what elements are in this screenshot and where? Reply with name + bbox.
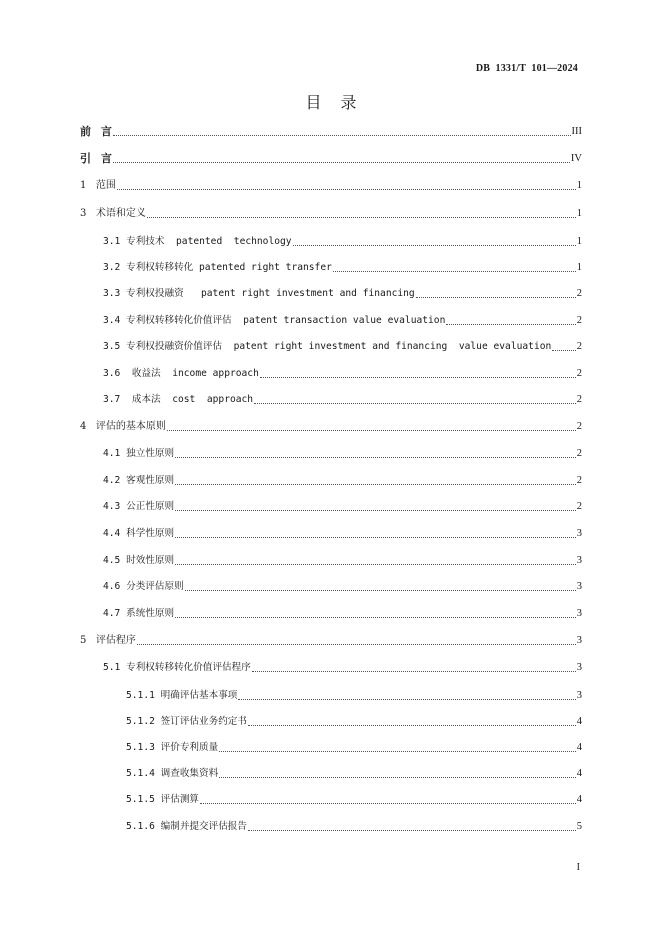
toc-dot-leader bbox=[113, 162, 570, 163]
toc-dot-leader bbox=[416, 297, 576, 298]
toc-dot-leader bbox=[175, 564, 576, 565]
toc-entry-page: 4 bbox=[576, 742, 582, 753]
toc-entry-page: 4 bbox=[576, 794, 582, 805]
toc-dot-leader bbox=[175, 484, 576, 485]
toc-entry[interactable] bbox=[126, 820, 582, 834]
toc-dot-leader bbox=[254, 403, 576, 404]
toc-dot-leader bbox=[238, 699, 575, 700]
toc-entry[interactable] bbox=[80, 634, 582, 648]
toc-entry[interactable] bbox=[80, 207, 582, 221]
toc-entry-label: 5.1.5 评估测算 bbox=[126, 794, 200, 805]
toc-entry-page: IV bbox=[570, 153, 582, 164]
toc-entry-label: 3.3 专利权投融资 patent right investment and financing bbox=[103, 288, 415, 299]
toc-dot-leader bbox=[167, 430, 576, 431]
toc-dot-leader bbox=[200, 803, 576, 804]
toc-entry-page: 3 bbox=[576, 555, 582, 566]
toc-entry-page: 3 bbox=[576, 662, 582, 673]
toc-entry-label: 3.1 专利技术 patented technology bbox=[103, 236, 292, 247]
toc-entry[interactable] bbox=[126, 715, 582, 729]
toc-entry[interactable] bbox=[80, 420, 582, 434]
toc-dot-leader bbox=[113, 135, 571, 136]
toc-entry[interactable] bbox=[80, 125, 582, 139]
toc-entry-page: 1 bbox=[576, 236, 582, 247]
toc-entry[interactable] bbox=[80, 179, 582, 193]
toc-entry-label: 3.5 专利权投融资价值评估 patent right investment and financing value evaluation bbox=[103, 341, 552, 352]
toc-dot-leader bbox=[147, 217, 576, 218]
toc-entry[interactable] bbox=[103, 287, 582, 301]
toc-entry-label: 4.4 科学性原则 bbox=[103, 528, 175, 539]
toc-entry-page: 2 bbox=[576, 475, 582, 486]
toc-dot-leader bbox=[293, 245, 576, 246]
toc-entry[interactable] bbox=[126, 689, 582, 703]
toc-entry-label: 4.1 独立性原则 bbox=[103, 448, 175, 459]
toc-entry-label: 4.2 客观性原则 bbox=[103, 475, 175, 486]
toc-entry-label: 5.1 专利权转移转化价值评估程序 bbox=[103, 662, 251, 673]
toc-entry[interactable] bbox=[103, 474, 582, 488]
toc-entry-page: 4 bbox=[576, 716, 582, 727]
toc-entry-page: 3 bbox=[576, 608, 582, 619]
toc-entry[interactable] bbox=[103, 261, 582, 275]
toc-entry-page: 3 bbox=[576, 581, 582, 592]
toc-entry-page: 2 bbox=[576, 368, 582, 379]
toc-entry[interactable] bbox=[126, 767, 582, 781]
toc-entry-page: 1 bbox=[576, 262, 582, 273]
toc-dot-leader bbox=[137, 644, 576, 645]
toc-dot-leader bbox=[175, 457, 576, 458]
toc-entry-label: 5 评估程序 bbox=[80, 635, 136, 646]
toc-entry[interactable] bbox=[103, 500, 582, 514]
toc-entry-page: 3 bbox=[576, 635, 582, 646]
toc-title: 目 录 bbox=[305, 93, 357, 112]
toc-dot-leader bbox=[219, 777, 576, 778]
toc-entry[interactable] bbox=[103, 447, 582, 461]
toc-entry-label: 5.1.4 调查收集资料 bbox=[126, 768, 219, 779]
toc-entry[interactable] bbox=[103, 661, 582, 675]
toc-dot-leader bbox=[117, 189, 576, 190]
toc-entry-label: 4.6 分类评估原则 bbox=[103, 581, 184, 592]
toc-entry-page: 3 bbox=[576, 690, 582, 701]
toc-entry-label: 3.7 成本法 cost approach bbox=[103, 394, 254, 405]
toc-entry-page: III bbox=[571, 126, 582, 137]
toc-entry-page: 2 bbox=[576, 421, 582, 432]
toc-entry-page: 4 bbox=[576, 768, 582, 779]
toc-entry-label: 3 术语和定义 bbox=[80, 208, 146, 219]
toc-entry-page: 1 bbox=[576, 208, 582, 219]
toc-entry-page: 2 bbox=[576, 501, 582, 512]
toc-entry[interactable] bbox=[126, 741, 582, 755]
toc-entry-label: 前 言 bbox=[80, 125, 112, 138]
toc-dot-leader bbox=[260, 377, 576, 378]
toc-entry[interactable] bbox=[103, 527, 582, 541]
toc-dot-leader bbox=[248, 830, 576, 831]
page-number: I bbox=[576, 862, 580, 873]
toc-entry-label: 4.5 时效性原则 bbox=[103, 555, 175, 566]
toc-entry-label: 5.1.6 编制并提交评估报告 bbox=[126, 821, 247, 832]
toc-entry[interactable] bbox=[103, 393, 582, 407]
toc-entry-label: 1 范围 bbox=[80, 180, 116, 191]
toc-entry-label: 3.6 收益法 income approach bbox=[103, 368, 259, 379]
toc-dot-leader bbox=[219, 751, 576, 752]
toc-entry-page: 5 bbox=[576, 821, 582, 832]
toc-entry-page: 2 bbox=[576, 394, 582, 405]
toc-dot-leader bbox=[446, 324, 575, 325]
toc-dot-leader bbox=[333, 271, 576, 272]
toc-entry[interactable] bbox=[103, 367, 582, 381]
toc-entry[interactable] bbox=[126, 793, 582, 807]
toc-entry[interactable] bbox=[103, 235, 582, 249]
toc-entry-label: 5.1.2 签订评估业务约定书 bbox=[126, 716, 247, 727]
toc-dot-leader bbox=[185, 590, 576, 591]
toc-entry-label: 5.1.3 评价专利质量 bbox=[126, 742, 219, 753]
toc-entry-label: 3.2 专利权转移转化 patented right transfer bbox=[103, 262, 332, 273]
toc-dot-leader bbox=[552, 350, 575, 351]
toc-entry[interactable] bbox=[103, 607, 582, 621]
toc-entry-label: 4.7 系统性原则 bbox=[103, 608, 175, 619]
toc-entry-label: 4 评估的基本原则 bbox=[80, 421, 166, 432]
toc-dot-leader bbox=[248, 725, 576, 726]
toc-entry[interactable] bbox=[80, 152, 582, 166]
toc-entry[interactable] bbox=[103, 314, 582, 328]
toc-dot-leader bbox=[175, 510, 576, 511]
toc-dot-leader bbox=[252, 671, 576, 672]
toc-entry-page: 2 bbox=[576, 341, 582, 352]
toc-entry-page: 3 bbox=[576, 528, 582, 539]
toc-entry-label: 5.1.1 明确评估基本事项 bbox=[126, 690, 238, 701]
toc-entry[interactable] bbox=[103, 580, 582, 594]
toc-entry-label: 引 言 bbox=[80, 152, 112, 165]
toc-entry-page: 2 bbox=[576, 448, 582, 459]
toc-dot-leader bbox=[175, 537, 576, 538]
toc-entry-label: 4.3 公正性原则 bbox=[103, 501, 175, 512]
document-code: DB 1331/T 101—2024 bbox=[475, 63, 578, 74]
toc-entry-page: 2 bbox=[576, 315, 582, 326]
toc-dot-leader bbox=[175, 617, 576, 618]
toc-entry[interactable] bbox=[103, 554, 582, 568]
toc-entry[interactable] bbox=[103, 340, 582, 354]
toc-entry-label: 3.4 专利权转移转化价值评估 patent transaction value evaluation bbox=[103, 315, 446, 326]
toc-entry-page: 2 bbox=[576, 288, 582, 299]
toc-entry-page: 1 bbox=[576, 180, 582, 191]
